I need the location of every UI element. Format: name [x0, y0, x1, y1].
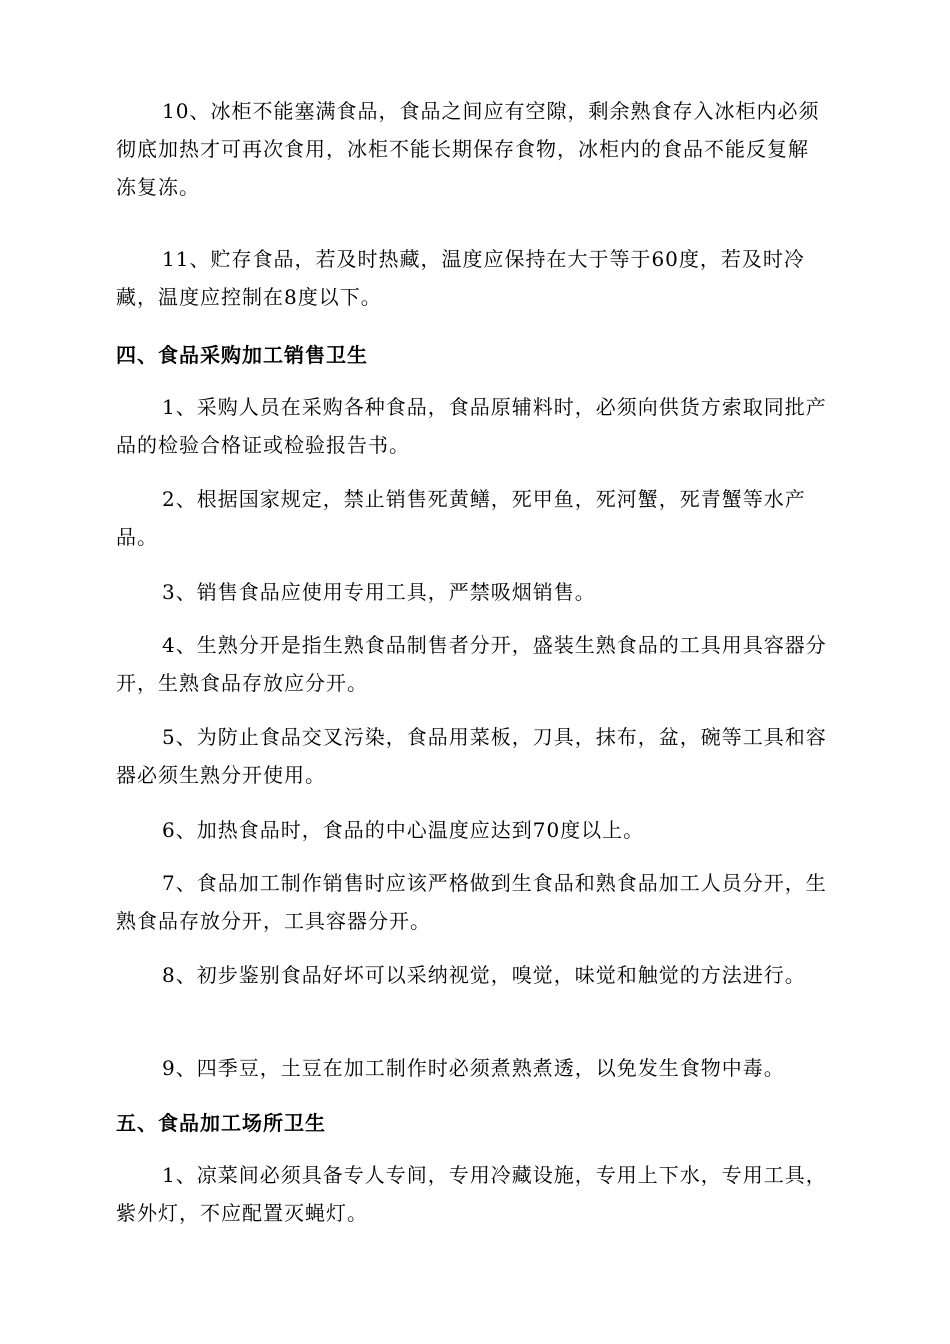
paragraph-procurement-2: 2、根据国家规定，禁止销售死黄鳝，死甲鱼，死河蟹，死青蟹等水产品。: [116, 487, 806, 549]
paragraph-storage-11: 11、贮存食品，若及时热藏，温度应保持在大于等于60度，若及时冷藏，温度应控制在8度以下。: [116, 247, 805, 309]
section-heading-workplace: 五、食品加工场所卫生: [116, 1111, 326, 1135]
paragraph-procurement-4: 4、生熟分开是指生熟食品制售者分开，盛装生熟食品的工具用具容器分开，生熟食品存放应分开。: [116, 633, 827, 695]
section-heading-procurement: 四、食品采购加工销售卫生: [116, 343, 368, 367]
paragraph-procurement-1: 1、采购人员在采购各种食品，食品原辅料时，必须向供货方索取同批产品的检验合格证或检验报告书。: [116, 395, 827, 457]
paragraph-procurement-7: 7、食品加工制作销售时应该严格做到生食品和熟食品加工人员分开，生熟食品存放分开，工具容器分开。: [116, 871, 827, 933]
paragraph-procurement-5: 5、为防止食品交叉污染，食品用菜板，刀具，抹布，盆，碗等工具和容器必须生熟分开使用。: [116, 725, 827, 787]
paragraph-storage-10: 10、冰柜不能塞满食品，食品之间应有空隙，剩余熟食存入冰柜内必须彻底加热才可再次食用，冰柜不能长期保存食物，冰柜内的食品不能反复解冻复冻。: [116, 99, 820, 199]
paragraph-procurement-8: 8、初步鉴别食品好坏可以采纳视觉，嗅觉，味觉和触觉的方法进行。: [162, 963, 806, 987]
paragraph-procurement-6: 6、加热食品时，食品的中心温度应达到70度以上。: [162, 818, 645, 842]
paragraph-workplace-1: 1、凉菜间必须具备专人专间，专用冷藏设施，专用上下水，专用工具，紫外灯，不应配置灭蝇灯。: [116, 1163, 827, 1225]
paragraph-procurement-3: 3、销售食品应使用专用工具，严禁吸烟销售。: [162, 580, 596, 604]
paragraph-procurement-9: 9、四季豆，土豆在加工制作时必须煮熟煮透，以免发生食物中毒。: [162, 1056, 785, 1080]
